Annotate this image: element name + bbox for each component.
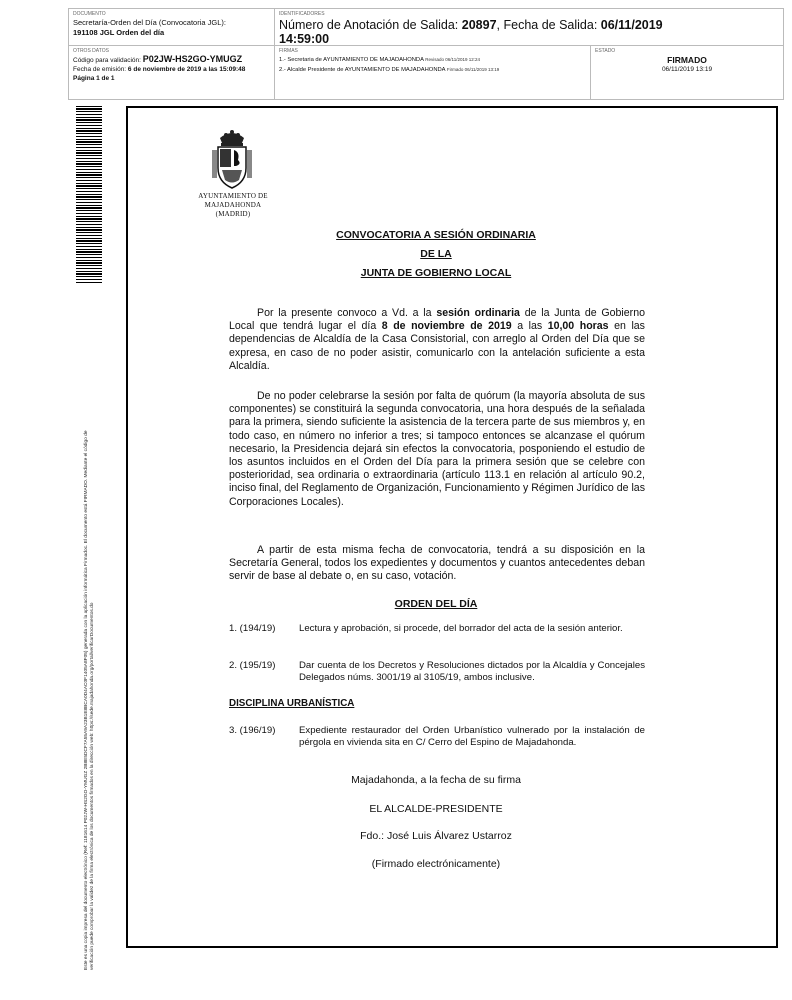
identificadores-cell: IDENTIFICADORES Número de Anotación de Salida: 20897, Fecha de Salida: 06/11/2019 14:59:00 [275, 9, 783, 46]
estado-date: 06/11/2019 13:19 [661, 66, 713, 73]
coat-of-arms-icon [202, 128, 262, 190]
documento-cell: DOCUMENTO Secretaría-Orden del Día (Convocatoria JGL): 191108 JGL Orden del día [69, 9, 275, 46]
document-header [68, 8, 784, 100]
estado-value: FIRMADO [667, 55, 707, 65]
firmas-cell: FIRMAS 1.- Secretaria de AYUNTAMIENTO DE MAJADAHONDA Revisado 06/11/2019 12:24 2.- Alcalde Presidente de AYUNTAMIENTO DE MAJADAHONDA Firmado 06/11/2019 13:19 [275, 46, 591, 99]
title-line-1: CONVOCATORIA A SESIÓN ORDINARIA [336, 229, 536, 241]
paragraph-convocatoria: Por la presente convoco a Vd. a la sesión ordinaria de la Junta de Gobierno Local que tendrá lugar el día 8 de noviembre de 2019 a las 10,00 horas en las dependencias de Alcaldía de la Casa Consistorial, con arreglo al Orden del Día que se expresa, en caso de no poder asistir, comunicarlo con la antelación suficiente a esta Alcaldía. [229, 307, 645, 372]
verification-text: Este es una copia impresa del documento electrónico (Ref: 1181614 P02JW-HS2GO-YMUGZ 2B8E5DCF7A55A9A23B1E8BCA0D4AC0F1405A8F05) generada con la aplicación informática Firmadoc. El documento está FIRMADO. Mediante el código de verificación puede comprobar la validez de la firma electrónica de los documentos firmados en la dirección web: https://sede.majadahonda.org/portal/verificarDocumentos.do [84, 430, 95, 970]
estado-cell: ESTADO FIRMADO 06/11/2019 13:19 [591, 46, 783, 99]
otros-datos-cell: OTROS DATOS Código para validación: P02JW-HS2GO-YMUGZ Fecha de emisión: 6 de noviembre de 2019 a las 15:09:48 Página 1 de 1 [69, 46, 275, 99]
fecha-salida: 06/11/2019 [600, 18, 663, 32]
title-line-2: DE LA [420, 248, 452, 260]
numero-anotacion: 20897 [461, 18, 497, 32]
pagina: Página 1 de 1 [73, 75, 115, 82]
section-disciplina-urbanistica: DISCIPLINA URBANÍSTICA [229, 698, 355, 709]
fecha-emision: Fecha de emisión: 6 de noviembre de 2019 a las 15:09:48 [73, 66, 246, 73]
anotacion-salida: Número de Anotación de Salida: 20897, Fecha de Salida: 06/11/2019 14:59:00 [279, 18, 663, 46]
paragraph-quorum: De no poder celebrarse la sesión por falta de quórum (la mayoría absoluta de sus componentes) se constituirá la segunda convocatoria, una hora después de la señalada para la primera, siendo suficiente la asistencia de la tercera parte de sus miembros y, en todo caso, en número no inferior a tres; si tampoco entonces se alcanzase el quórum necesario, la Presidencia dejará sin efectos la convocatoria, posponiendo el estudio de los asuntos incluidos en el Orden del Día para la primera sesión que se celebre con posterioridad, sea ordinaria o extraordinaria (artículo 113.1 en relación al artículo 90.2, inciso final, del Reglamento de Organización, Funcionamiento y Régimen Jurídico de las Corporaciones Locales). [229, 390, 645, 508]
closing-note: (Firmado electrónicamente) [371, 858, 501, 870]
closing-signer: Fdo.: José Luis Álvarez Ustarroz [360, 830, 512, 842]
item-1-number: 1. (194/19) [229, 623, 276, 634]
closing-role: EL ALCALDE-PRESIDENTE [369, 803, 503, 815]
item-3-number: 3. (196/19) [229, 725, 276, 736]
closing-place-date: Majadahonda, a la fecha de su firma [351, 774, 521, 786]
barcode [76, 106, 102, 284]
item-1-text: Lectura y aprobación, si procede, del borrador del acta de la sesión anterior. [299, 623, 623, 634]
item-2-text: Dar cuenta de los Decretos y Resoluciones dictados por la Alcaldía y Concejales Delegados núms. 3001/19 al 3105/19, ambos inclusive. [299, 660, 645, 684]
paragraph-disposicion: A partir de esta misma fecha de convocatoria, tendrá a su disposición en la Secretaría General, todos los expedientes y documentos y cuantos antecedentes deban servir de base al debate o, en su caso, votación. [229, 544, 645, 583]
documento-line-2: 191108 JGL Orden del día [73, 28, 165, 37]
item-3-text: Expediente restaurador del Orden Urbanístico vulnerado por la instalación de pérgola en vivienda sita en C/ Cerro del Espino de Majadahonda. [299, 725, 645, 749]
firma-2: 2.- Alcalde Presidente de AYUNTAMIENTO DE MAJADAHONDA Firmado 06/11/2019 13:19 [279, 67, 500, 73]
documento-line-1: Secretaría-Orden del Día (Convocatoria JGL): [73, 18, 226, 27]
orden-del-dia-title: ORDEN DEL DÍA [394, 598, 478, 610]
title-line-3: JUNTA DE GOBIERNO LOCAL [360, 267, 512, 279]
letterhead: AYUNTAMIENTO DE MAJADAHONDA (MADRID) [198, 192, 268, 218]
item-2-number: 2. (195/19) [229, 660, 276, 671]
codigo-validacion: Código para validación: P02JW-HS2GO-YMUGZ [73, 54, 243, 64]
hora-salida: 14:59:00 [279, 32, 330, 46]
firma-1: 1.- Secretaria de AYUNTAMIENTO DE MAJADAHONDA Revisado 06/11/2019 12:24 [279, 57, 480, 63]
